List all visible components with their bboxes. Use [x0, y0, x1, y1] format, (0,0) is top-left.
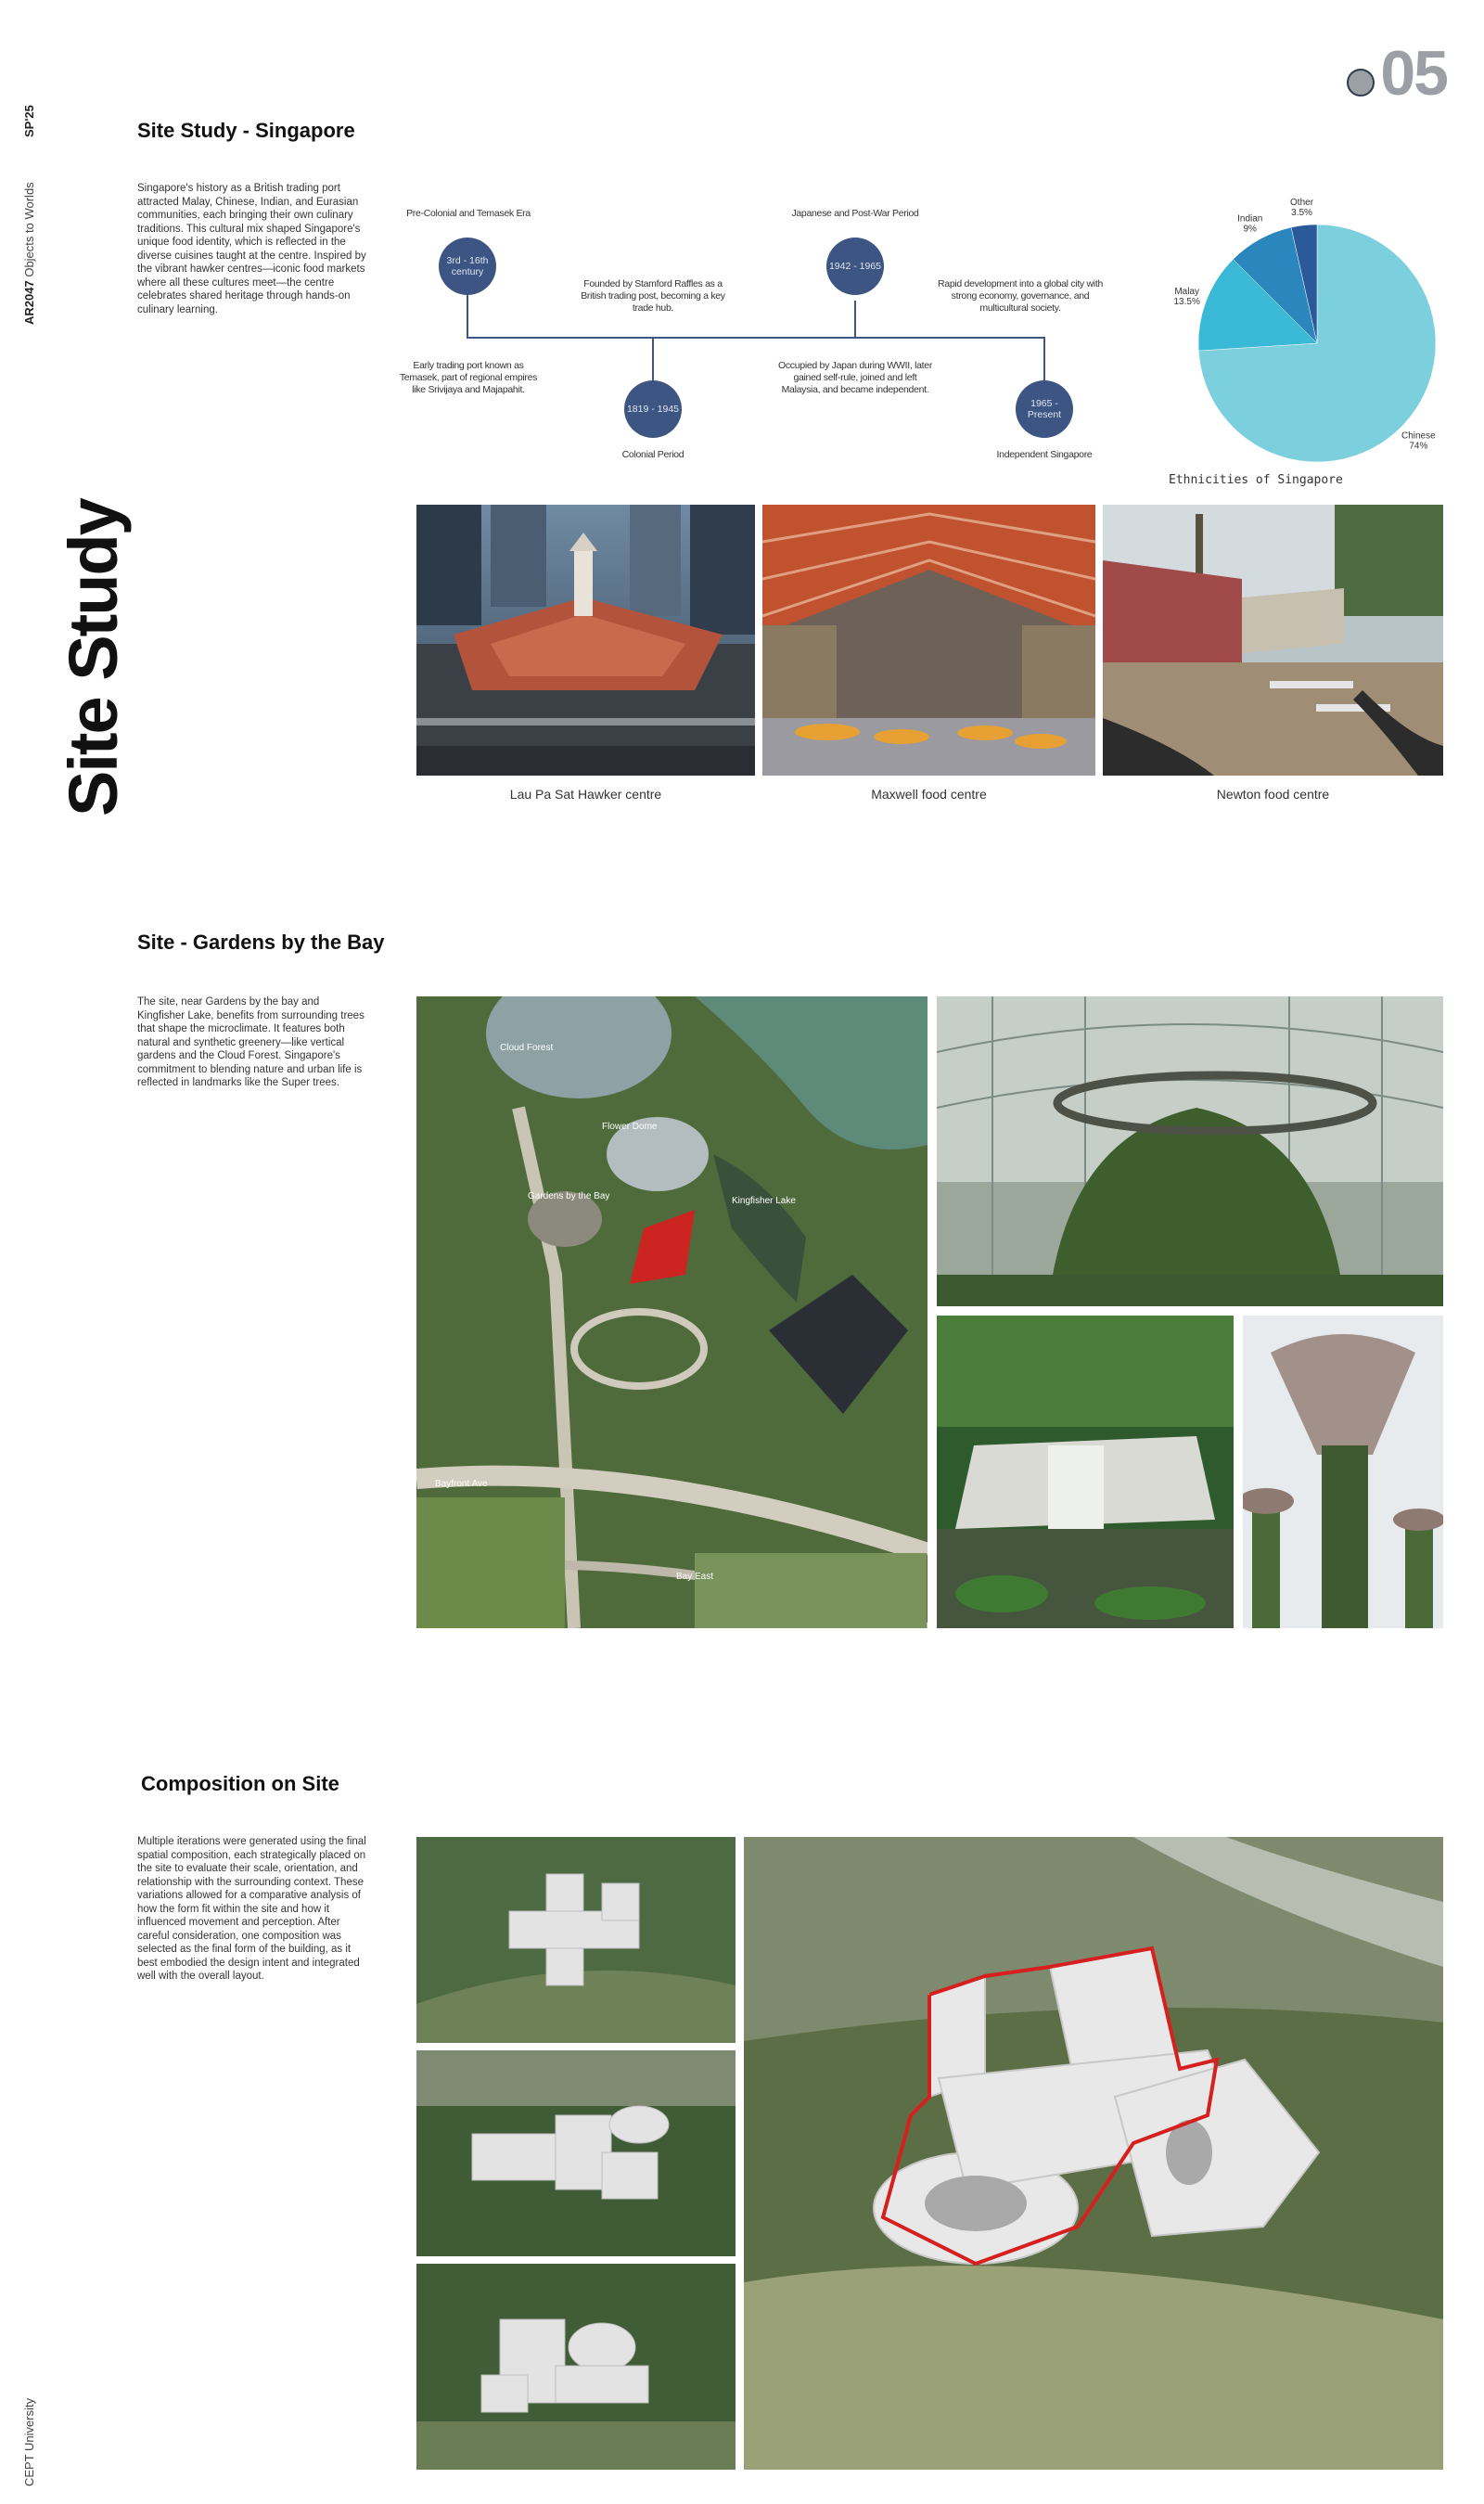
iteration-1	[416, 1837, 736, 2043]
pie-label: Indian	[1237, 213, 1263, 225]
pie-value-label: 3.5%	[1291, 207, 1312, 218]
pie-value-label: 9%	[1243, 224, 1257, 235]
map-label: Bayfront Ave	[435, 1479, 488, 1489]
semester-label: SP'25	[22, 105, 36, 137]
timeline-node: 1965 - Present	[1016, 380, 1073, 438]
timeline-axis	[467, 337, 1045, 339]
pie-label: Chinese	[1401, 430, 1436, 442]
pie-value-label: 74%	[1409, 441, 1428, 452]
page-dot-icon	[1347, 69, 1375, 96]
photo-caption: Maxwell food centre	[871, 787, 987, 802]
course-name: Objects to Worlds	[22, 182, 36, 277]
course-code: AR2047	[22, 280, 36, 325]
section-title: Site Study	[55, 499, 132, 816]
map-label: Cloud Forest	[500, 1043, 554, 1053]
composition-title: Composition on Site	[141, 1772, 339, 1795]
map-label: Gardens by the Bay	[528, 1191, 610, 1201]
university-label: CEPT University	[22, 2397, 36, 2486]
page-number	[1347, 37, 1447, 109]
timeline-stem	[467, 295, 468, 339]
photo-caption: Lau Pa Sat Hawker centre	[509, 787, 662, 802]
singapore-body: Singapore's history as a British trading port attracted Malay, Chinese, Indian, and Eurasian communities, each bringing their own culinary traditions. This cultural mix shaped Singapore's unique food identity, which is reflected in the diverse cuisines taught at the centre. Inspired by the vibrant hawker centres—iconic food markets where all these cultures meet—the centre celebrates shared heritage through hands-on culinary learning.	[137, 183, 366, 315]
iteration-3	[416, 2264, 736, 2470]
timeline-stem	[1043, 337, 1045, 381]
photo-caption: Newton food centre	[1216, 787, 1330, 802]
timeline-node: 3rd - 16th century	[439, 238, 496, 295]
photo-lau-pa-sat	[416, 505, 755, 776]
gardens-title: Site - Gardens by the Bay	[137, 931, 385, 954]
timeline-label: Independent Singapore	[996, 449, 1093, 460]
timeline-node: 1819 - 1945	[624, 380, 682, 438]
ethnicity-pie-chart	[1150, 186, 1456, 473]
photo-newton	[1103, 505, 1443, 776]
timeline-stem	[854, 301, 856, 339]
timeline-label: Colonial Period	[621, 449, 684, 460]
timeline-desc: Early trading port known as Temasek, part of regional empires like Srivijaya and Majapahit.	[399, 360, 538, 395]
final-composition-render	[744, 1837, 1443, 2470]
map-label: Bay East	[676, 1572, 714, 1582]
photo-waterfall	[937, 1316, 1234, 1628]
timeline-desc: Occupied by Japan during WWII, later gained self-rule, joined and left Malaysia, and became independent.	[777, 360, 933, 395]
photo-cloud-forest	[937, 996, 1443, 1306]
timeline-desc: Founded by Stamford Raffles as a British trading post, becoming a key trade hub.	[581, 278, 725, 314]
site-aerial-map	[416, 996, 928, 1628]
pie-value-label: 13.5%	[1173, 296, 1200, 307]
timeline-stem	[652, 337, 654, 381]
timeline-label: Pre-Colonial and Temasek Era	[406, 208, 531, 219]
timeline-label: Japanese and Post-War Period	[791, 208, 919, 219]
singapore-title: Site Study - Singapore	[137, 119, 355, 142]
photo-maxwell	[762, 505, 1095, 776]
pie-label: Other	[1290, 197, 1314, 208]
page-number-text: 05	[1380, 38, 1447, 109]
timeline-desc: Rapid development into a global city with strong economy, governance, and multicultural society.	[938, 278, 1103, 314]
iteration-2	[416, 2050, 736, 2256]
timeline-node: 1942 - 1965	[826, 238, 884, 295]
pie-chart-title: Ethnicities of Singapore	[1169, 473, 1343, 487]
composition-body: Multiple iterations were generated using the final spatial composition, each strategically placed on the site to evaluate their scale, orientation, and relationship with the surrounding context. These variations allowed for a comparative analysis of how the form fit within the site and how it influenced movement and perception. After careful consideration, one composition was selected as the final form of the building, as it best embodied the design intent and integrated well with the overall layout.	[137, 1836, 366, 1982]
photo-supertrees	[1243, 1316, 1443, 1628]
course-label	[22, 182, 36, 325]
map-label: Kingfisher Lake	[732, 1196, 796, 1206]
gardens-body: The site, near Gardens by the bay and Kingfisher Lake, benefits from surrounding trees that shape the microclimate. It features both natural and synthetic greenery—like vertical gardens and the Cloud Forest. Singapore's commitment to blending nature and urban life is reflected in landmarks like the Super trees.	[137, 996, 365, 1088]
pie-label: Malay	[1174, 286, 1200, 297]
map-label: Flower Dome	[602, 1122, 658, 1132]
